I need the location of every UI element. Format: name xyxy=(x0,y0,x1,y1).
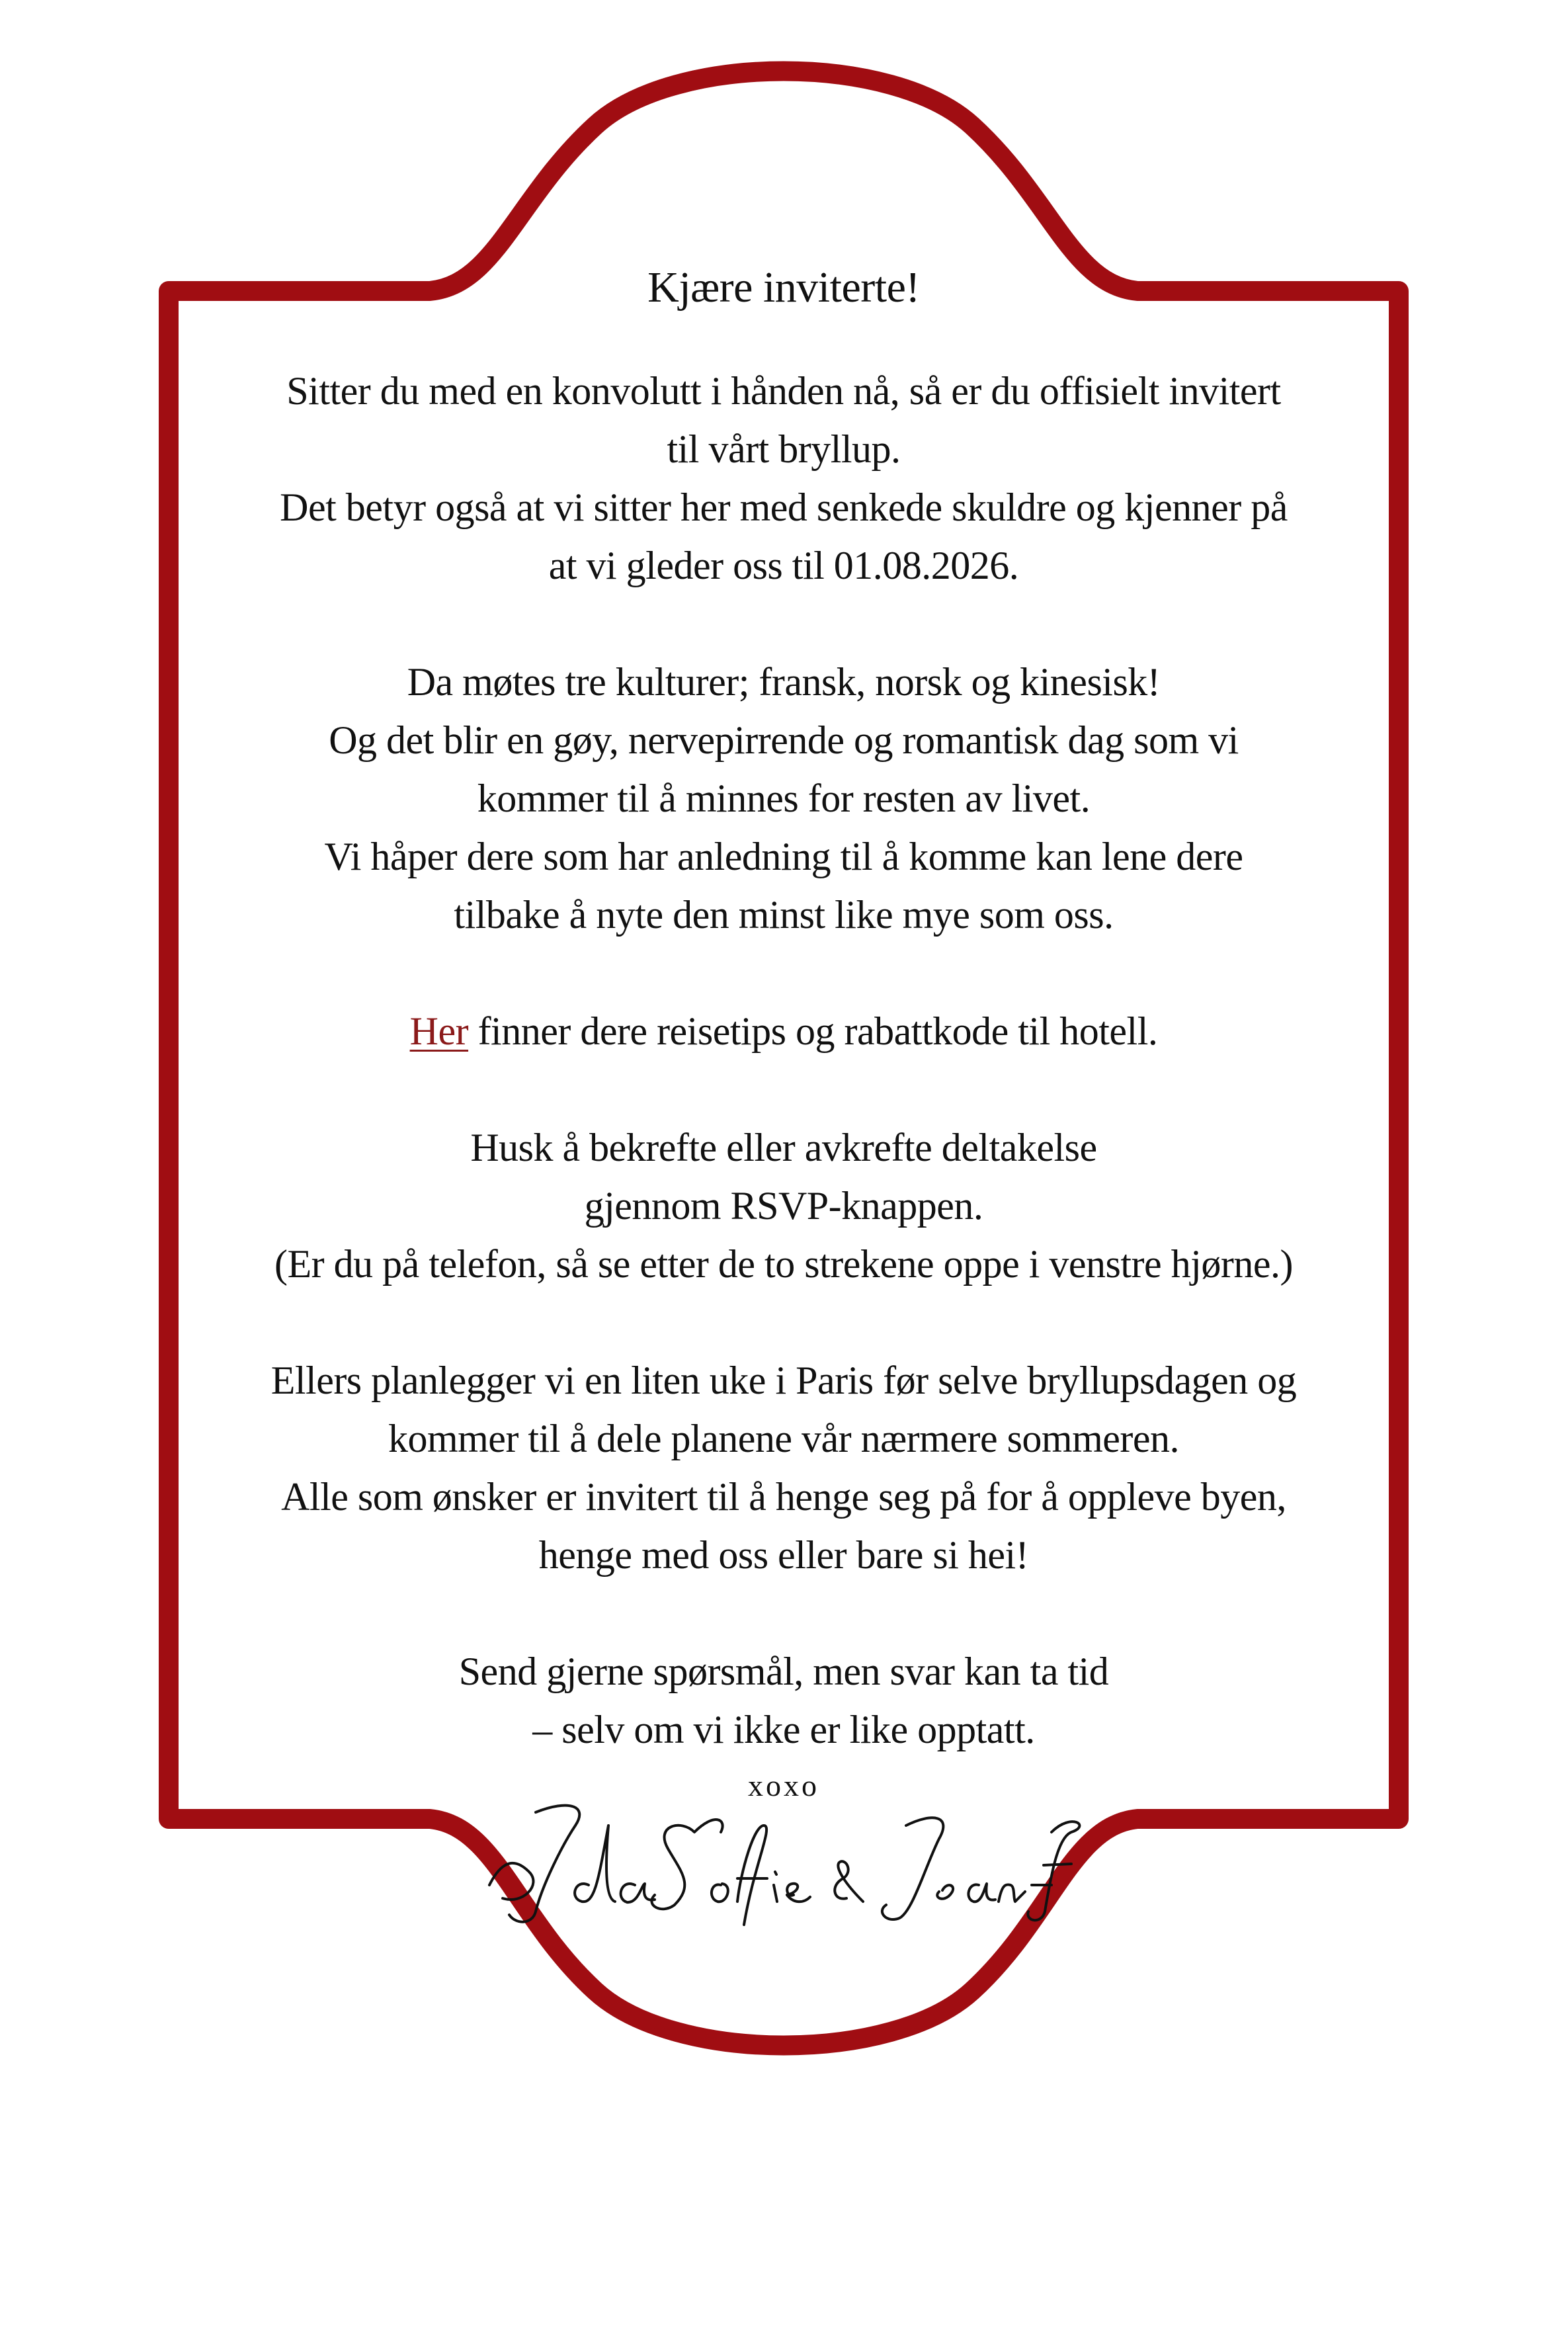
text-line: Da møtes tre kulturer; fransk, norsk og kinesisk! xyxy=(407,660,1161,704)
text-line: kommer til å minnes for resten av livet. xyxy=(477,777,1091,820)
paragraph-cultures xyxy=(218,653,1349,944)
text-line: kommer til å dele planene vår nærmere sommeren. xyxy=(388,1417,1180,1460)
travel-tips-text: finner dere reisetips og rabattkode til hotell. xyxy=(468,1009,1158,1053)
text-line: til vårt bryllup. xyxy=(667,427,901,471)
text-line: Det betyr også at vi sitter her med senkede skuldre og kjenner på xyxy=(280,485,1288,529)
paragraph-travel-tips xyxy=(218,1002,1349,1060)
paragraph-invitation xyxy=(218,362,1349,595)
text-line: Husk å bekrefte eller avkrefte deltakelse xyxy=(470,1126,1097,1169)
text-line: henge med oss eller bare si hei! xyxy=(538,1533,1029,1577)
text-line: Alle som ønsker er invitert til å henge seg på for å oppleve byen, xyxy=(281,1475,1286,1519)
text-line: Og det blir en gøy, nervepirrende og romantisk dag som vi xyxy=(329,718,1239,762)
text-line: Vi håper dere som har anledning til å komme kan lene dere xyxy=(324,835,1243,878)
text-line: gjennom RSVP-knappen. xyxy=(584,1184,983,1228)
paragraph-rsvp xyxy=(218,1118,1349,1293)
handwritten-signature xyxy=(476,1786,1098,1938)
paragraph-questions xyxy=(218,1642,1349,1759)
text-line: (Er du på telefon, så se etter de to strekene oppe i venstre hjørne.) xyxy=(274,1242,1293,1286)
text-line: at vi gleder oss til 01.08.2026. xyxy=(548,544,1019,587)
invitation-letter xyxy=(218,255,1349,1809)
text-line: Sitter du med en konvolutt i hånden nå, så er du offisielt invitert xyxy=(286,369,1281,413)
text-line xyxy=(218,1002,1349,1060)
text-line: Send gjerne spørsmål, men svar kan ta tid xyxy=(458,1650,1109,1693)
text-line: Ellers planlegger vi en liten uke i Paris før selve bryllupsdagen og xyxy=(270,1359,1297,1402)
paragraph-paris xyxy=(218,1351,1349,1584)
signoff: xoxo xyxy=(748,1769,819,1802)
travel-tips-link[interactable]: Her xyxy=(409,1009,469,1053)
greeting: Kjære inviterte! xyxy=(647,263,920,312)
text-line: – selv om vi ikke er like opptatt. xyxy=(532,1708,1035,1751)
text-line: tilbake å nyte den minst like mye som oss. xyxy=(454,893,1114,937)
